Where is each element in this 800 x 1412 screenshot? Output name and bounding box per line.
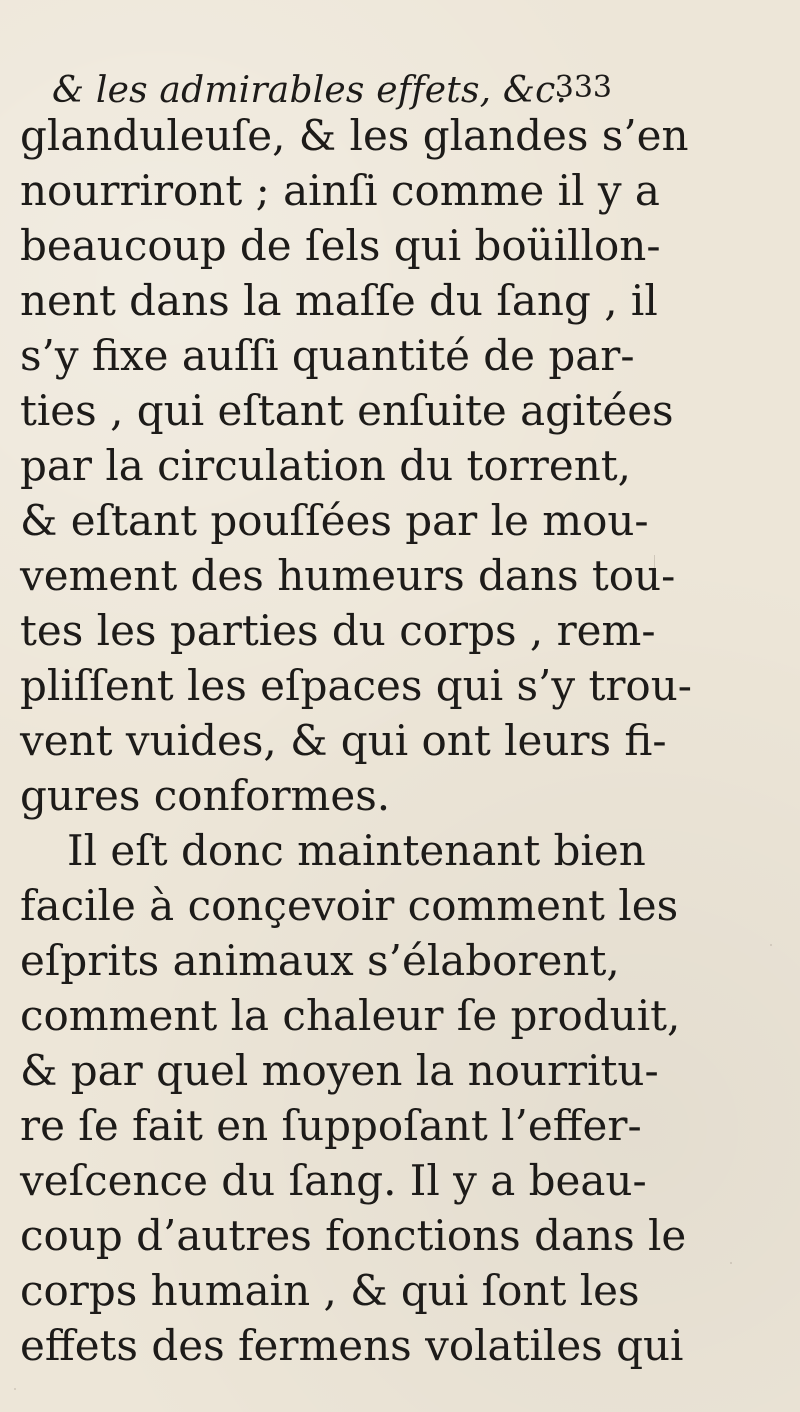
paper-speck [654, 555, 655, 573]
paper-speck [14, 1388, 16, 1390]
text-line: glanduleuſe, & les glandes s’en [20, 111, 689, 160]
text-line: nourriront ; ainſi comme il y a [20, 166, 660, 215]
paper-speck [770, 944, 772, 946]
paragraph-start-line: Il eſt donc maintenant bien [67, 826, 646, 875]
text-line: facile à conçevoir comment les [20, 881, 679, 930]
text-line: eſprits animaux s’élaborent, [20, 936, 620, 985]
text-line: nent dans la maſſe du ſang , il [20, 276, 658, 325]
text-line: ties , qui eſtant enſuite agitées [20, 386, 674, 435]
page-number: 333 [554, 70, 612, 105]
text-line: beaucoup de ſels qui boüillon- [20, 221, 661, 270]
text-line: coup d’autres fonctions dans le [20, 1211, 687, 1260]
running-head: & les admirables effets, &c. [52, 70, 568, 111]
text-line: pliſſent les eſpaces qui s’y trou- [20, 661, 692, 710]
text-line: effets des fermens volatiles qui [20, 1321, 684, 1370]
text-line: s’y fixe auſſi quantité de par- [20, 331, 635, 380]
text-line: vement des humeurs dans tou- [20, 551, 676, 600]
text-line: comment la chaleur ſe produit, [20, 991, 681, 1040]
text-line: gures conformes. [20, 771, 391, 820]
text-line: & par quel moyen la nourritu- [20, 1046, 659, 1095]
text-line: par la circulation du torrent, [20, 441, 631, 490]
text-line: veſcence du ſang. Il y a beau- [20, 1156, 647, 1205]
paper-speck [730, 1262, 732, 1264]
body-text [20, 108, 692, 1373]
text-line: tes les parties du corps , rem- [20, 606, 656, 655]
text-line: vent vuides, & qui ont leurs fi- [20, 716, 667, 765]
text-line: & eſtant pouſſées par le mou- [20, 496, 649, 545]
text-line: re ſe fait en ſuppoſant l’effer- [20, 1101, 642, 1150]
text-line: corps humain , & qui ſont les [20, 1266, 640, 1315]
